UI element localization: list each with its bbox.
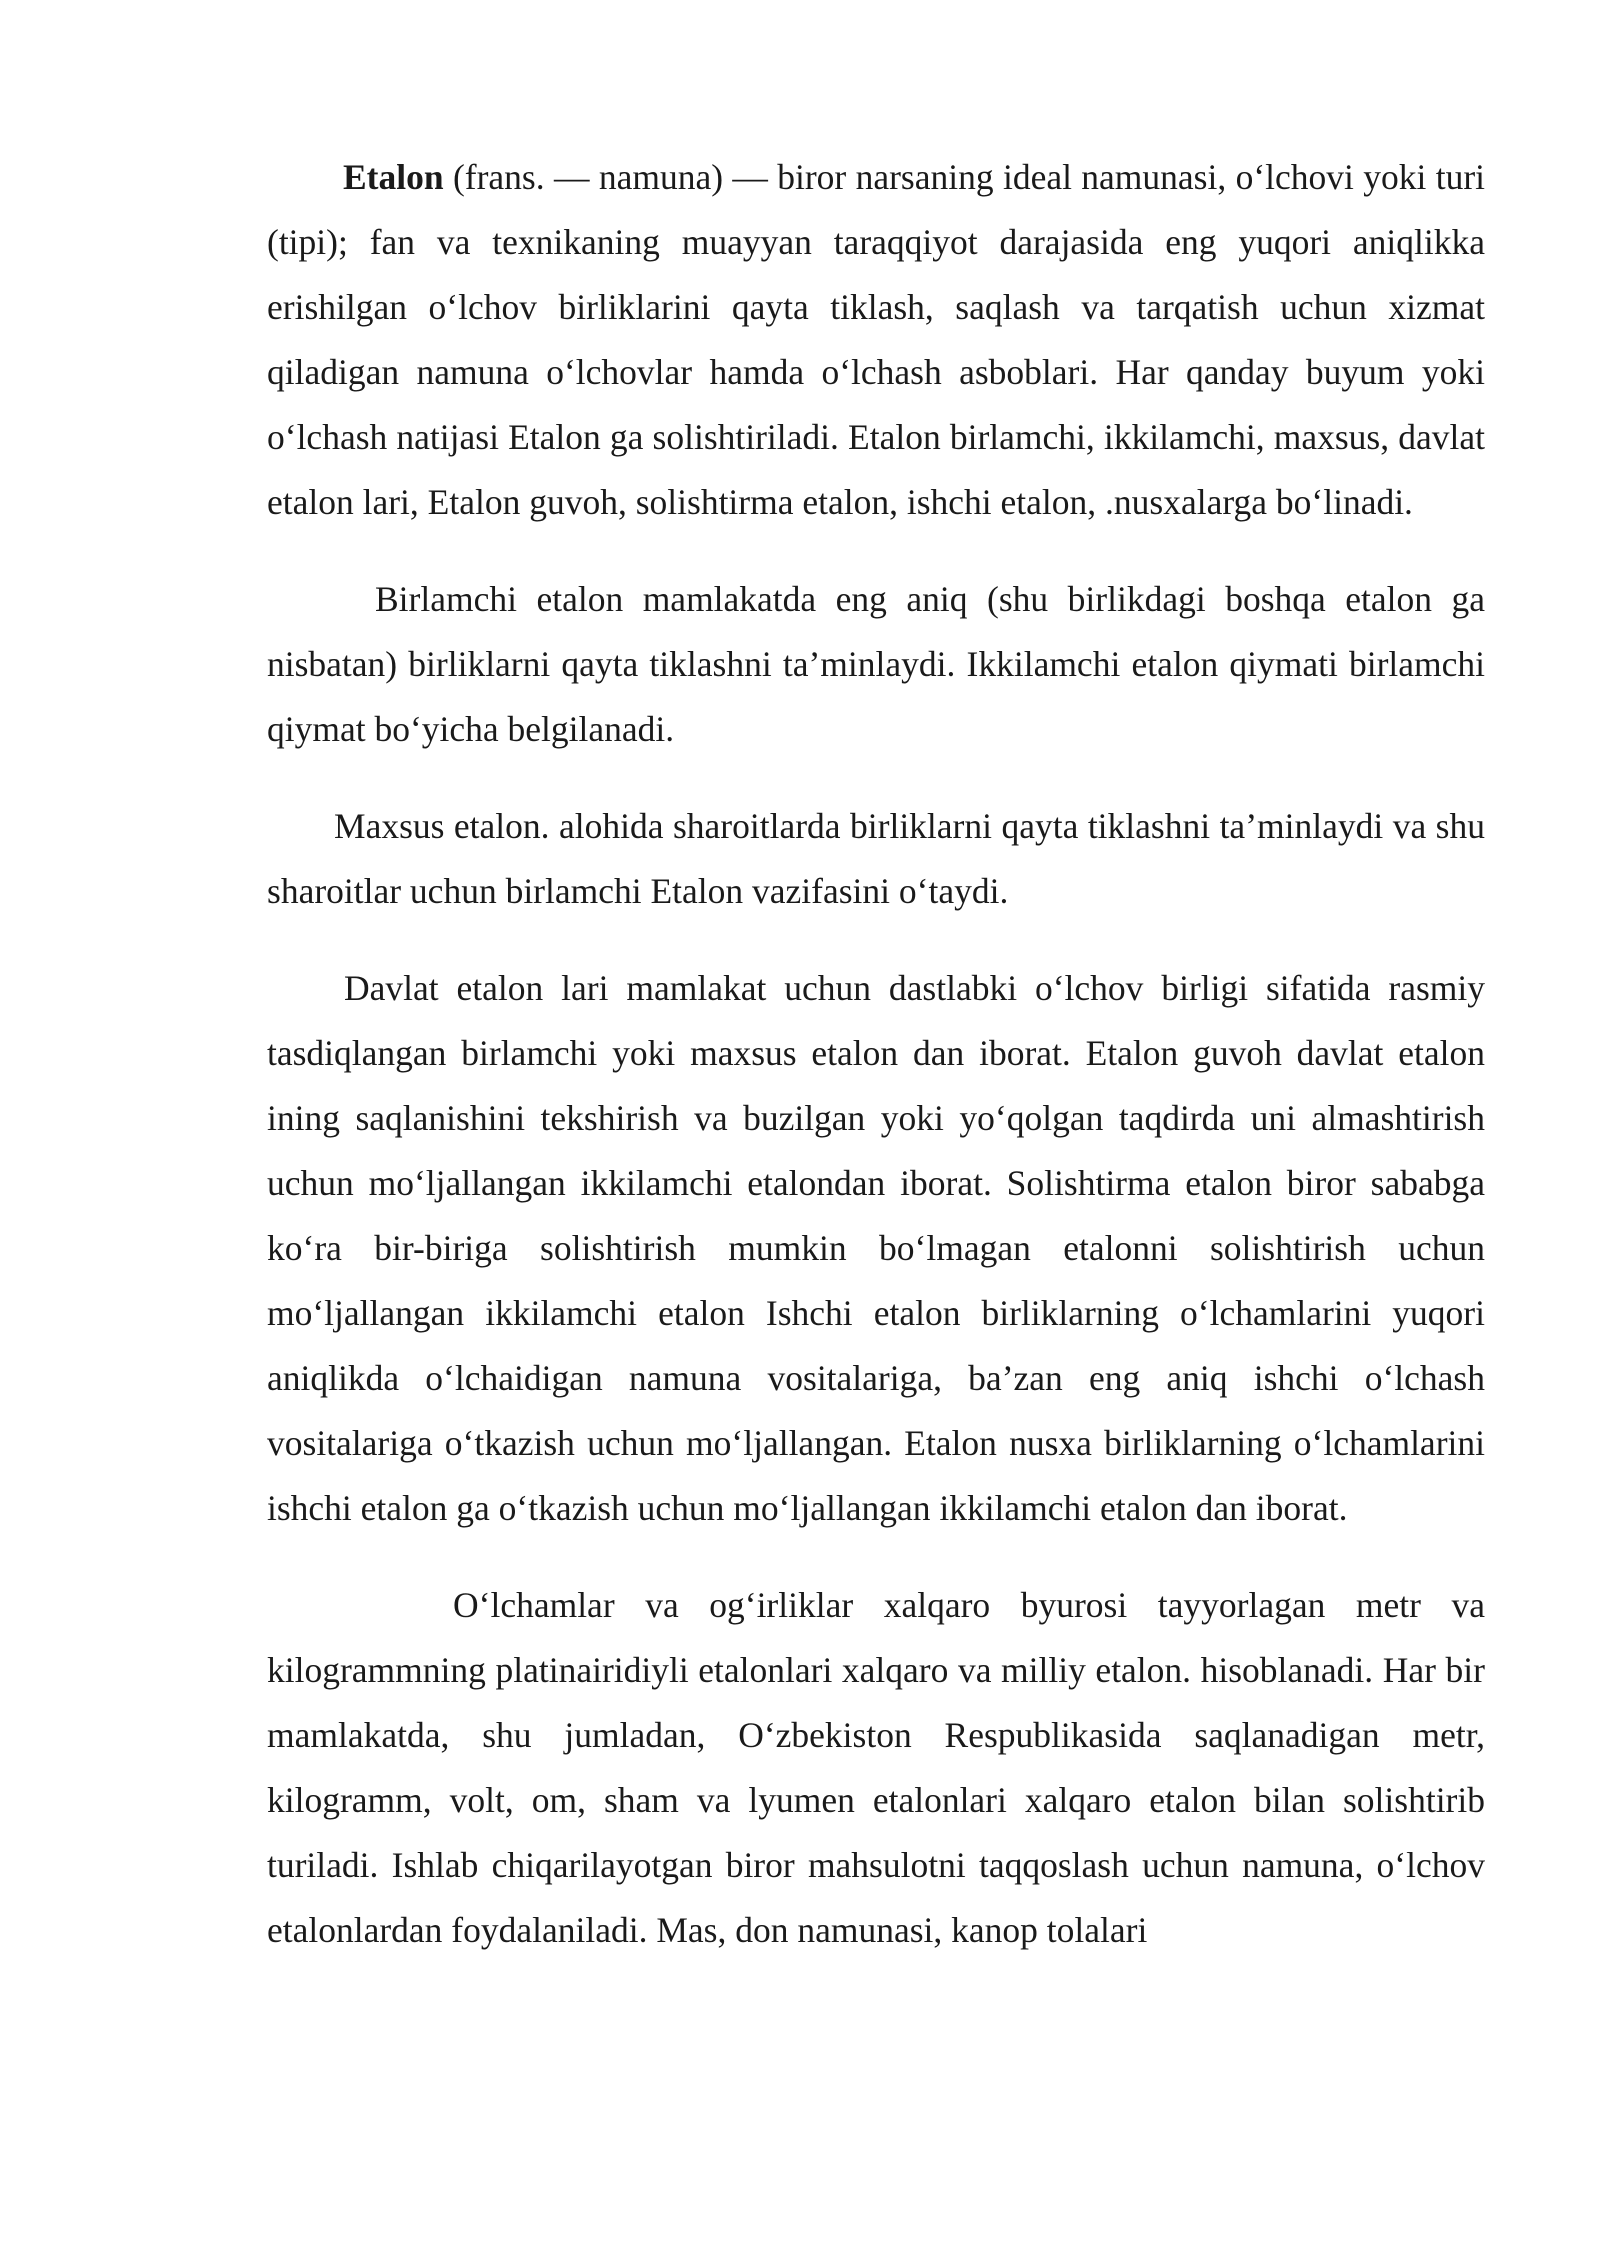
- document-page: [267, 145, 1485, 1963]
- paragraph-birlamchi-etalon: Birlamchi etalon mamlakatda eng aniq (shu birlikdagi boshqa etalon ga nisbatan) birliklarni qayta tiklashni ta’minlaydi. Ikkilamchi etalon qiymati birlamchi qiymat boʻyicha belgilanadi.: [267, 579, 1485, 749]
- paragraph-maxsus-etalon: Maxsus etalon. alohida sharoitlarda birliklarni qayta tiklashni ta’minlaydi va shu sharoitlar uchun birlamchi Etalon vazifasini oʻtaydi.: [267, 806, 1485, 911]
- paragraph-etalon-definition: [267, 145, 1485, 535]
- term-etalon: Etalon: [343, 157, 444, 197]
- paragraph-text: (frans. — namuna) — biror narsaning ideal namunasi, oʻlchovi yoki turi (tipi); fan va texnikaning muayyan taraqqiyot darajasida eng yuqori aniqlikka erishilgan oʻlchov birliklarini qayta tiklash, saqlash va tarqatish uchun xizmat qiladigan namuna oʻlchovlar hamda oʻlchash asboblari. Har qanday buyum yoki oʻlchash natijasi Etalon ga solishtiriladi. Etalon birlamchi, ikkilamchi, maxsus, davlat etalon lari, Etalon guvoh, solishtirma etalon, ishchi etalon, .nusxalarga boʻlinadi.: [267, 157, 1485, 522]
- paragraph-xalqaro-etalon: Oʻlchamlar va ogʻirliklar xalqaro byurosi tayyorlagan metr va kilogrammning platinairidiyli etalonlari xalqaro va milliy etalon. hisoblanadi. Har bir mamlakatda, shu jumladan, Oʻzbekiston Respublikasida saqlanadigan metr, kilogramm, volt, om, sham va lyumen etalonlari xalqaro etalon bilan solishtirib turiladi. Ishlab chiqarilayotgan biror mahsulotni taqqoslash uchun namuna, oʻlchov etalonlardan foydalaniladi. Mas, don namunasi, kanop tolalari: [267, 1585, 1485, 1950]
- paragraph-davlat-etalon: Davlat etalon lari mamlakat uchun dastlabki oʻlchov birligi sifatida rasmiy tasdiqlangan birlamchi yoki maxsus etalon dan iborat. Etalon guvoh davlat etalon ining saqlanishini tekshirish va buzilgan yoki yoʻqolgan taqdirda uni almashtirish uchun moʻljallangan ikkilamchi etalondan iborat. Solishtirma etalon biror sababga koʻra bir-biriga solishtirish mumkin boʻlmagan etalonni solishtirish uchun moʻljallangan ikkilamchi etalon Ishchi etalon birliklarning oʻlchamlarini yuqori aniqlikda oʻlchaidigan namuna vositalariga, ba’zan eng aniq ishchi oʻlchash vositalariga oʻtkazish uchun moʻljallangan. Etalon nusxa birliklarning oʻlchamlarini ishchi etalon ga oʻtkazish uchun moʻljallangan ikkilamchi etalon dan iborat.: [267, 968, 1485, 1528]
